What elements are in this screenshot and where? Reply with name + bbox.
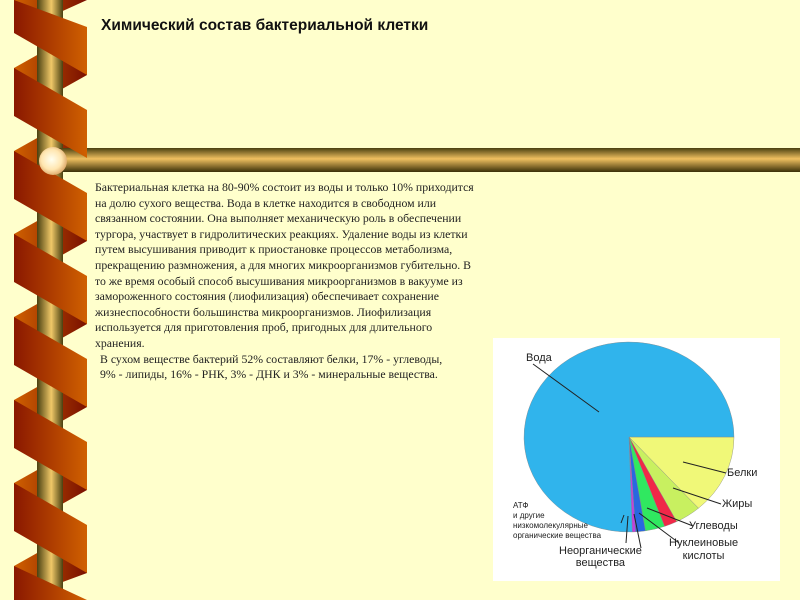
label-line: АТФ <box>513 501 529 510</box>
label-line: Нуклеиновые <box>669 537 739 549</box>
pie-chart-figure <box>493 338 780 581</box>
paragraph-line: то же время особый способ высушивания микроорганизмов в вакууме из <box>95 273 463 288</box>
label-proteins: Белки <box>727 467 758 479</box>
rod-joint-ball <box>39 147 67 175</box>
label-line: низкомолекулярные <box>513 521 588 530</box>
body-text <box>95 180 474 383</box>
label-nucleic-acids <box>669 537 738 563</box>
horizontal-rod <box>50 148 800 172</box>
paragraph-line: связанном состоянии. Она выполняет механическую роль в обеспечении <box>95 211 462 226</box>
paragraph-line: Бактериальная клетка на 80-90% состоит из воды и только 10% приходится <box>95 180 474 194</box>
paragraph-line: используется для приготовления проб, пригодных для длительного <box>95 320 433 335</box>
paragraph-line: прекращению размножения, а для многих микроорганизмов губительно. В <box>95 257 472 272</box>
label-line: и другие <box>513 511 545 520</box>
label-line: кислоты <box>682 550 725 562</box>
label-line: вещества <box>575 557 626 569</box>
label-inorganic <box>559 545 642 569</box>
label-line: Неорганические <box>559 545 642 557</box>
label-line: органические вещества <box>513 531 602 540</box>
slide-title: Химический состав бактериальной клетки <box>101 17 429 34</box>
label-water: Вода <box>526 352 552 364</box>
paragraph-line: замороженного состояния (лиофилизация) обеспечивает сохранение <box>95 289 439 304</box>
label-fats: Жиры <box>722 498 753 510</box>
paragraph-line: тургора, участвует в гидролитических реакциях. Удаление воды из клетки <box>95 226 468 241</box>
label-carbs: Углеводы <box>689 520 738 532</box>
dry-matter-line: 9% - липиды, 16% - РНК, 3% - ДНК и 3% - минеральные вещества. <box>100 367 438 382</box>
paragraph-line: на долю сухого вещества. Вода в клетке находится в свободном или <box>95 195 437 210</box>
dry-matter-line: В сухом веществе бактерий 52% составляют белки, 17% - углеводы, <box>100 351 443 366</box>
paragraph-line: путем высушивания приводит к приостановке процессов метаболизма, <box>95 242 453 257</box>
label-atp <box>513 501 601 541</box>
paragraph-line: хранения. <box>95 335 145 350</box>
paragraph-line: жизнеспособности большинства микроорганизмов. Лиофилизация <box>95 304 432 319</box>
